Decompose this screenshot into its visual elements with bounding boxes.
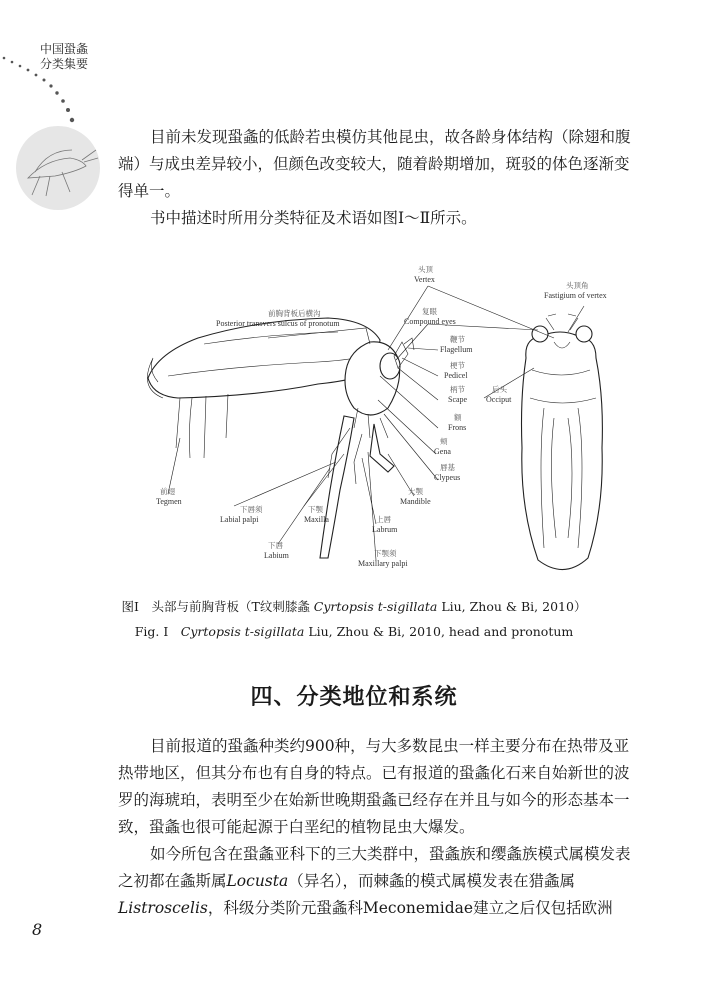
label-clypeus-en: Clypeus xyxy=(434,473,461,482)
paragraph-3: 目前报道的蛩螽种类约900种，与大多数昆虫一样主要分布在热带及亚热带地区，但其分布也有自身的特点。已有报道的蛩螽化石来自始新世的波罗的海琥珀，表明至少在始新世晚期蛩螽已经存在并且与如今的形态基本一致，蛩螽也很可能起源于白垩纪的植物昆虫大爆发。 xyxy=(118,737,630,836)
page-number: 8 xyxy=(32,920,43,939)
book-title-line2: 分类集要 xyxy=(40,57,89,71)
label-gena-en: Gena xyxy=(434,447,451,456)
header-circle xyxy=(16,126,100,210)
label-occiput-cn: 后头 xyxy=(492,385,507,394)
label-pedicel-en: Pedicel xyxy=(444,371,468,380)
label-tegmen-en: Tegmen xyxy=(156,497,182,506)
lateral-view xyxy=(147,318,414,558)
label-maxilla-en: Maxilla xyxy=(304,515,329,524)
label-labialpalpi-en: Labial palpi xyxy=(220,515,259,524)
label-flagellum-en: Flagellum xyxy=(440,345,473,354)
label-eyes-en: Compound eyes xyxy=(404,317,456,326)
figure-caption-cn xyxy=(0,597,708,615)
label-labrum-en: Labrum xyxy=(372,525,398,534)
label-fastigium-cn: 头顶角 xyxy=(566,281,589,290)
caption-cn-species: Cyrtopsis t-sigillata xyxy=(313,599,438,614)
caption-cn-suffix: Liu, Zhou & Bi, 2010） xyxy=(437,599,587,614)
label-maxpalpi-cn: 下颚须 xyxy=(374,549,397,558)
paragraph-4 xyxy=(118,841,633,922)
label-occiput-en: Occiput xyxy=(486,395,512,404)
caption-en-prefix: Fig. Ⅰ xyxy=(134,624,181,639)
label-maxilla-cn: 下颚 xyxy=(308,505,323,514)
label-vertex-cn: 头顶 xyxy=(418,265,433,274)
book-title-line1: 中国蛩螽 xyxy=(40,42,89,56)
figure-head-pronotum xyxy=(118,258,638,588)
caption-en-species: Cyrtopsis t-sigillata xyxy=(180,624,305,639)
label-tegmen-cn: 前翅 xyxy=(160,487,175,496)
label-labrum-cn: 上唇 xyxy=(376,515,391,524)
label-vertex-en: Vertex xyxy=(414,275,435,284)
label-gena-cn: 颊 xyxy=(440,437,448,446)
caption-en-suffix: Liu, Zhou & Bi, 2010, head and pronotum xyxy=(304,624,574,639)
label-clypeus-cn: 唇基 xyxy=(440,463,455,472)
label-sulcus-cn: 前胸背板后横沟 xyxy=(268,309,321,318)
book-title xyxy=(40,42,88,72)
caption-cn-prefix: 图Ⅰ 头部与前胸背板（T纹刺膝螽 xyxy=(121,599,314,614)
label-frons-en: Frons xyxy=(448,423,467,432)
paragraph-4-part-a: 如今所包含在蛩螽亚科下的三大类群中，蛩螽族和缨螽族模式属模发表之初都在螽斯属 xyxy=(118,845,631,890)
label-mandible-cn: 大颚 xyxy=(408,487,423,496)
label-labium-cn: 下唇 xyxy=(268,541,283,550)
label-frons-cn: 额 xyxy=(454,413,462,422)
label-scape-cn: 柄节 xyxy=(450,385,465,394)
insect-diagram xyxy=(118,258,638,588)
label-scape-en: Scape xyxy=(448,395,468,404)
paragraph-1: 目前未发现蛩螽的低龄若虫模仿其他昆虫，故各龄身体结构（除翅和腹端）与成虫差异较小，但颜色改变较大，随着龄期增加，斑驳的体色逐渐变得单一。 xyxy=(118,128,631,200)
paragraph-2: 书中描述时所用分类特征及术语如图Ⅰ～Ⅱ所示。 xyxy=(150,209,477,227)
section-title: 四、分类地位和系统 xyxy=(250,685,458,710)
label-labium-en: Labium xyxy=(264,551,289,560)
genus-listroscelis: Listroscelis xyxy=(118,899,208,917)
label-fastigium-en: Fastigium of vertex xyxy=(544,291,607,300)
dorsal-view xyxy=(522,314,603,570)
figure-caption-en xyxy=(0,622,708,640)
genus-locusta: Locusta xyxy=(226,872,289,890)
label-sulcus-en: Posterior transvers sulcus of pronotum xyxy=(216,319,340,328)
label-labialpalpi-cn: 下唇须 xyxy=(240,505,263,514)
paragraph-4-part-e: ，科级分类阶元蛩螽科Meconemidae建立之后仅包括欧洲 xyxy=(207,899,613,917)
label-mandible-en: Mandible xyxy=(400,497,431,506)
label-eyes-cn: 复眼 xyxy=(422,307,437,316)
label-flagellum-cn: 鞭节 xyxy=(450,335,465,344)
label-maxpalpi-en: Maxillary palpi xyxy=(358,559,408,568)
label-pedicel-cn: 梗节 xyxy=(450,361,465,370)
paragraph-4-part-c: （异名），而棘螽的模式属模发表在猎螽属 xyxy=(288,872,575,890)
